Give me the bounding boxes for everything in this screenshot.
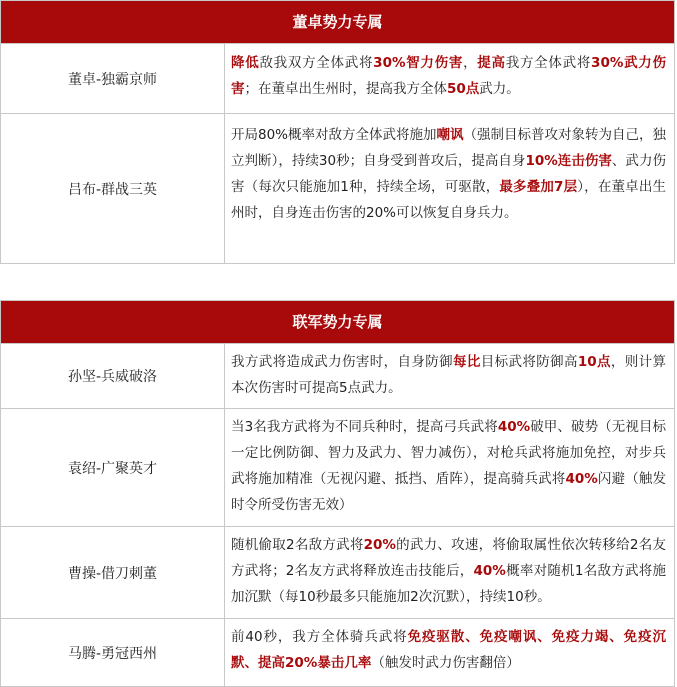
effect-text-segment: 武力。 xyxy=(479,81,520,97)
effect-text-segment: （触发时武力伤害翻倍） xyxy=(371,655,520,671)
highlight-text: 10%连击伤害 xyxy=(525,153,612,169)
effect-text-segment: ，则计算本次伤害时可提高5点武力。 xyxy=(231,354,667,396)
effect-text-segment: （强制目标普攻对象转为自己，独立判断），持续30秒；自身受到普攻后，提高自身 xyxy=(231,127,667,169)
highlight-text: 提高 xyxy=(477,55,506,71)
table-row xyxy=(1,526,674,618)
effect-text-segment: ），在董卓出生州时，自身连击伤害的20%可以恢复自身兵力。 xyxy=(231,179,666,221)
effect-text xyxy=(225,114,674,263)
table-title: 董卓势力专属 xyxy=(1,1,674,43)
highlight-text: 50点 xyxy=(447,81,480,97)
effect-text xyxy=(225,527,674,618)
effect-text-segment: 闪避（触发时令所受伤害无效） xyxy=(231,471,667,513)
effect-text-segment: 前40秒，我方全体骑兵武将 xyxy=(231,629,408,645)
general-name: 孙坚-兵威破洛 xyxy=(1,344,225,408)
highlight-text: 30%武力伤害 xyxy=(231,55,667,97)
general-name: 吕布-群战三英 xyxy=(1,114,225,263)
effect-text xyxy=(225,344,674,408)
highlight-text: 最多叠加7层 xyxy=(499,179,578,195)
effect-text-segment: ， xyxy=(463,55,478,71)
effect-text-segment: ；在董卓出生州时，提高我方全体 xyxy=(244,81,447,97)
general-name: 董卓-独霸京师 xyxy=(1,44,225,113)
general-name: 马腾-勇冠西州 xyxy=(1,619,225,686)
table-row xyxy=(1,618,674,686)
effect-text xyxy=(225,619,674,686)
table-dongzhuo xyxy=(0,0,675,264)
effect-text-segment: 随机偷取2名敌方武将 xyxy=(231,537,364,553)
table-row xyxy=(1,408,674,526)
table-row xyxy=(1,43,674,113)
table-title: 联军势力专属 xyxy=(1,301,674,343)
effect-text-segment: 当3名我方武将为不同兵种时，提高弓兵武将 xyxy=(231,419,498,435)
effect-text-segment: 目标武将防御高 xyxy=(480,354,578,370)
effect-text-segment: 的武力、攻速，将偷取属性依次转移给2名友方武将；2名友方武将释放连击技能后， xyxy=(231,537,667,579)
highlight-text: 嘲讽 xyxy=(436,127,464,143)
highlight-text: 每比 xyxy=(452,354,481,370)
highlight-text: 20% xyxy=(363,537,396,553)
table-coalition xyxy=(0,300,675,687)
highlight-text: 40% xyxy=(497,419,531,435)
highlight-text: 40% xyxy=(473,563,506,579)
effect-text-segment: 概率对随机1名敌方武将施加沉默（每10秒最多只能施加2次沉默），持续10秒。 xyxy=(231,563,666,605)
table-row xyxy=(1,343,674,408)
effect-text xyxy=(225,44,674,113)
effect-text xyxy=(225,409,674,526)
highlight-text: 40% xyxy=(565,471,598,487)
general-name: 曹操-借刀刺董 xyxy=(1,527,225,618)
effect-text-segment: 、武力伤害（每次只能施加1种，持续全场，可驱散， xyxy=(231,153,666,195)
table-row xyxy=(1,113,674,263)
highlight-text: 免疫驱散、免疫嘲讽、免疫力竭、免疫沉默、提高20%暴击几率 xyxy=(231,629,667,671)
effect-text-segment: 破甲、破势（无视目标一定比例防御、智力及武力、智力减伤），对枪兵武将施加免控，对步兵武将施加精准（无视闪避、抵挡、盾阵），提高骑兵武将 xyxy=(231,419,666,487)
effect-text-segment: 我方武将造成武力伤害时，自身防御 xyxy=(231,354,453,370)
general-name: 袁绍-广聚英才 xyxy=(1,409,225,526)
highlight-text: 30%智力伤害 xyxy=(373,55,464,71)
effect-text-segment: 开局80%概率对敌方全体武将施加 xyxy=(231,127,437,143)
highlight-text: 10点 xyxy=(577,354,611,370)
effect-text-segment: 敌我双方全体武将 xyxy=(259,55,374,71)
highlight-text: 降低 xyxy=(231,55,260,71)
effect-text-segment: 我方全体武将 xyxy=(505,55,592,71)
